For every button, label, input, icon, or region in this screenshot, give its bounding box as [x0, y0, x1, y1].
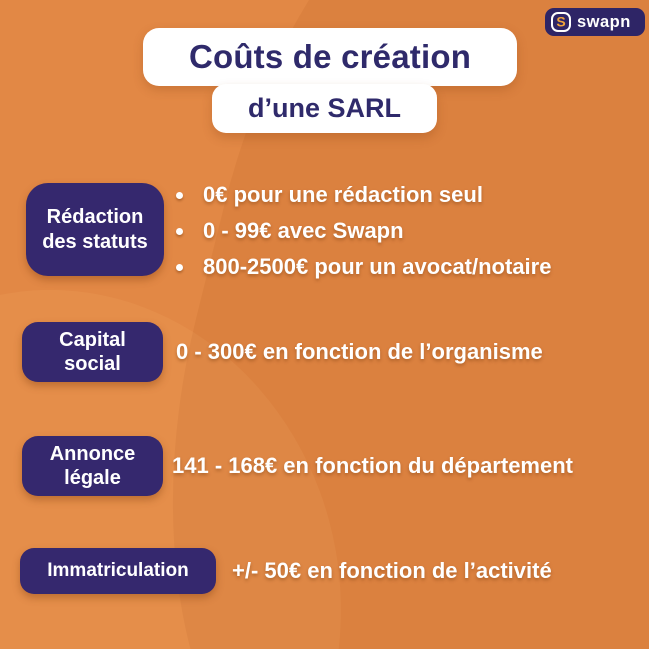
page-subtitle: d’une SARL — [248, 93, 401, 123]
bullet-icon — [176, 264, 183, 271]
list-item-redaction-seul — [176, 177, 646, 213]
cost-label-text: Annonce légale — [49, 442, 136, 489]
cost-label-text: Rédaction des statuts — [42, 206, 148, 253]
bullet-icon — [176, 228, 183, 235]
cost-value-immatriculation — [232, 548, 552, 594]
list-item-text: 0 - 99€ avec Swapn — [203, 218, 404, 243]
list-item-avocat-notaire — [176, 249, 646, 285]
redaction-cost-list — [176, 177, 646, 285]
cost-label-redaction-statuts — [26, 183, 164, 276]
cost-label-text: Capital social — [59, 328, 126, 375]
page-title: Coûts de création — [188, 38, 472, 75]
cost-label-capital-social — [22, 322, 163, 382]
swapn-logo-badge — [545, 8, 645, 36]
cost-value-text: 0 - 300€ en fonction de l’organisme — [176, 339, 543, 364]
cost-value-annonce-legale — [172, 436, 573, 496]
list-item-avec-swapn — [176, 213, 646, 249]
cost-label-immatriculation — [20, 548, 216, 594]
cost-value-text: 141 - 168€ en fonction du département — [172, 453, 573, 478]
brand-name: swapn — [577, 12, 631, 31]
title-card-line2 — [212, 84, 437, 133]
swapn-s-icon — [551, 12, 571, 32]
swapn-s-glyph: S — [556, 13, 566, 30]
cost-label-annonce-legale — [22, 436, 163, 496]
list-item-text: 0€ pour une rédaction seul — [203, 182, 483, 207]
title-card-line1 — [143, 28, 517, 86]
cost-label-text: Immatriculation — [47, 560, 189, 582]
cost-value-text: +/- 50€ en fonction de l’activité — [232, 558, 552, 583]
bullet-icon — [176, 192, 183, 199]
list-item-text: 800-2500€ pour un avocat/notaire — [203, 254, 552, 279]
cost-value-capital-social — [176, 322, 543, 382]
